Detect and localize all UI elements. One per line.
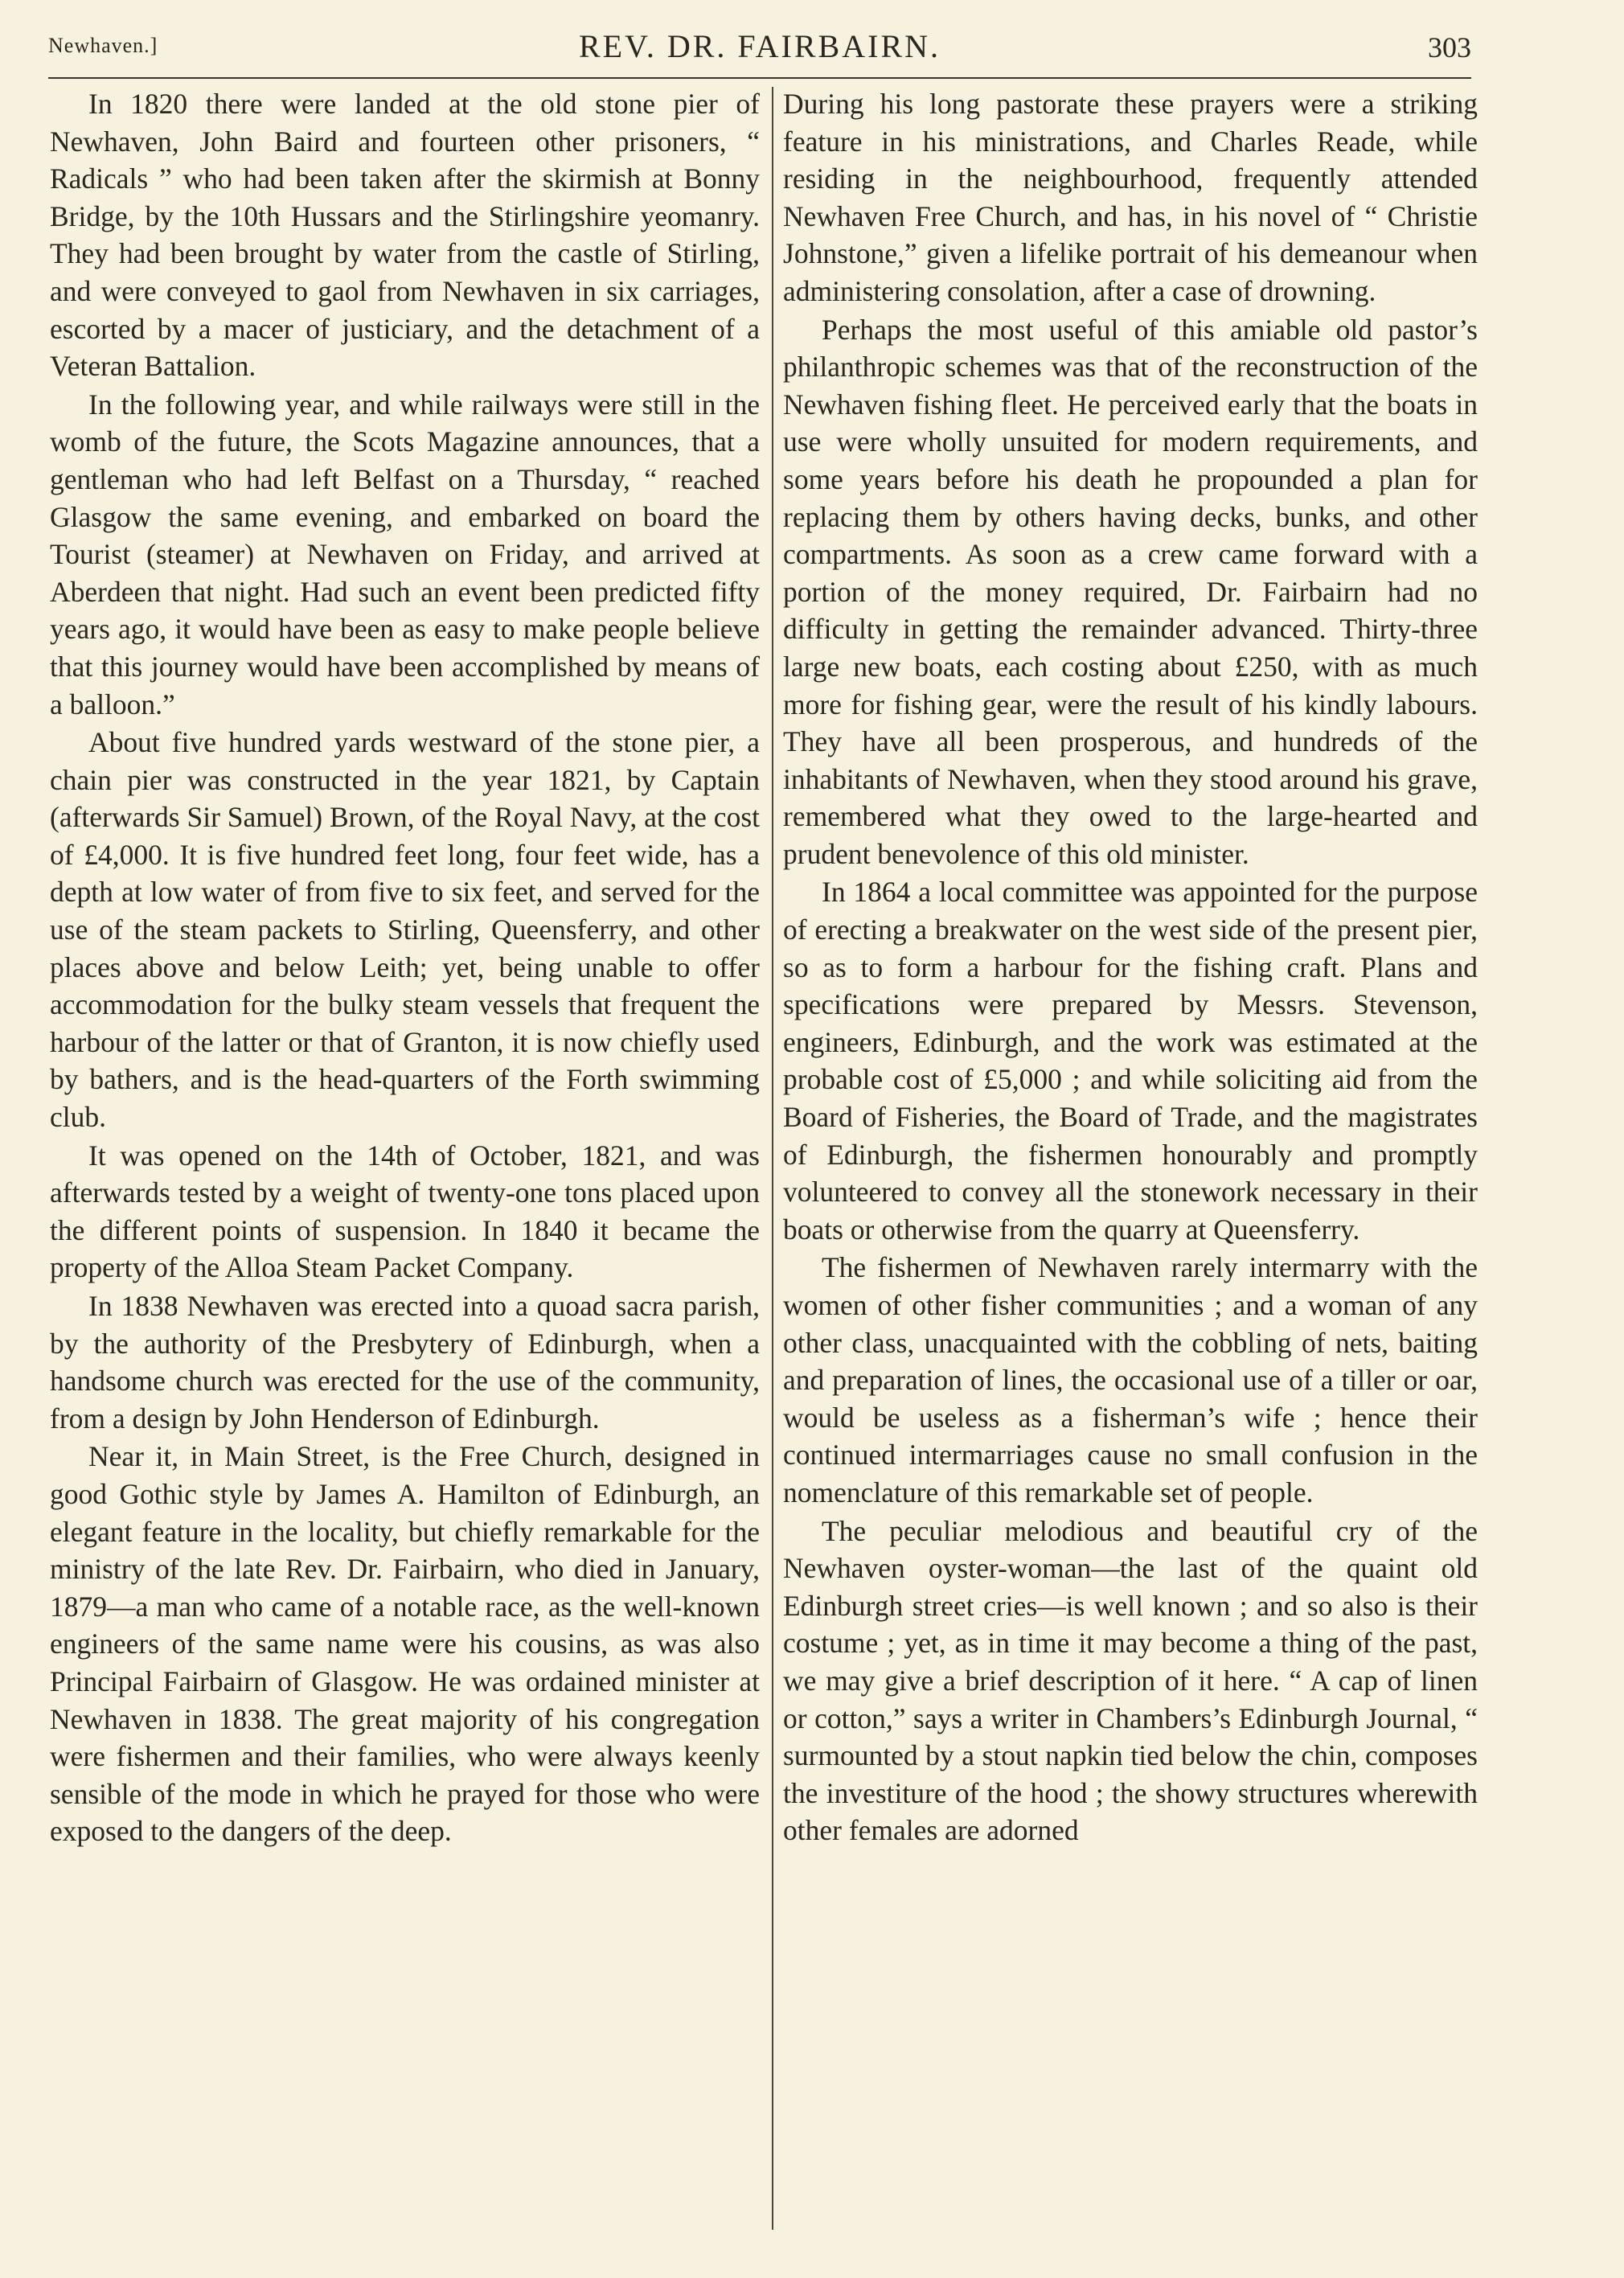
paragraph: The peculiar melodious and beautiful cry of the Newhaven oyster-woman—the last of the quaint old Edinburgh street cries—is well known ; and so also is their costume ; yet, as in time it may become a thing of the past, we may give a brief description of it here. “ A cap of linen or cotton,” says a writer in Chambers’s Edinburgh Journal, “ surmounted by a stout napkin tied below the chin, composes the investiture of the hood ; the showy structures wherewith other females are adorned	[783, 1514, 1478, 1847]
paragraph: In 1864 a local committee was appointed for the purpose of erecting a breakwater on the west side of the present pier, so as to form a harbour for the fishing craft. Plans and specifications were prepared by Messrs. Stevenson, engineers, Edinburgh, and the work was estimated at the probable cost of £5,000 ; and while soliciting aid from the Board of Fisheries, the Board of Trade, and the magistrates of Edinburgh, the fishermen honourably and promptly volunteered to convey all the stonework necessary in their boats or otherwise from the quarry at Queensferry.	[783, 876, 1478, 1246]
paragraph: Perhaps the most useful of this amiable old pastor’s philanthropic schemes was that of the reconstruction of the Newhaven fishing fleet. He perceived early that the boats in use were wholly unsuited for modern requirements, and some years before his death he propounded a plan for replacing them by others having decks, bunks, and other compartments. As soon as a crew came forward with a portion of the money required, Dr. Fairbairn had no difficulty in getting the remainder advanced. Thirty-three large new boats, each costing about £250, with as much more for fishing gear, were the result of his kindly labours. They have all been prosperous, and hundreds of the inhabitants of Newhaven, when they stood around his grave, remembered what they owed to the large-hearted and prudent benevolence of this old minister.	[783, 313, 1478, 870]
left-column	[50, 85, 760, 1851]
running-head-title: REV. DR. FAIRBAIRN.	[578, 28, 941, 64]
header-rule	[48, 77, 1471, 79]
paragraph: Near it, in Main Street, is the Free Church, designed in good Gothic style by James A. Hamilton of Edinburgh, an elegant feature in the locality, but chiefly remarkable for the ministry of the late Rev. Dr. Fairbairn, who died in January, 1879—a man who came of a notable race, as the well-known engineers of the same name were his cousins, as was also Principal Fairbairn of Glasgow. He was ordained minister at Newhaven in 1838. The great majority of his congregation were fishermen and their families, who were always keenly sensible of the mode in which he prayed for those who were exposed to the dangers of the deep.	[50, 1440, 760, 1848]
paragraph: It was opened on the 14th of October, 1821, and was afterwards tested by a weight of twenty-one tons placed upon the different points of suspension. In 1840 it became the property of the Alloa Steam Packet Company.	[50, 1139, 760, 1284]
page-number: 303	[1428, 31, 1471, 64]
paragraph: In 1838 Newhaven was erected into a quoad sacra parish, by the authority of the Presbytery of Edinburgh, when a handsome church was erected for the use of the community, from a design by John Henderson of Edinburgh.	[50, 1290, 760, 1435]
running-head-left: Newhaven.]	[48, 34, 158, 57]
column-divider	[772, 87, 773, 2230]
paragraph: The fishermen of Newhaven rarely intermarry with the women of other fisher communities ; and a woman of any other class, unacquainted with the cobbling of nets, baiting and preparation of lines, the occasional use of a tiller or oar, would be useless as a fisherman’s wife ; hence their continued intermarriages cause no small confusion in the nomenclature of this remarkable set of people.	[783, 1251, 1478, 1508]
paragraph: In the following year, and while railways were still in the womb of the future, the Scots Magazine announces, that a gentleman who had left Belfast on a Thursday, “ reached Glasgow the same evening, and embarked on board the Tourist (steamer) at Newhaven on Friday, and arrived at Aberdeen that night. Had such an event been predicted fifty years ago, it would have been as easy to make people believe that this journey would have been accomplished by means of a balloon.”	[50, 388, 760, 720]
right-column	[783, 85, 1478, 1850]
paragraph: In 1820 there were landed at the old stone pier of Newhaven, John Baird and fourteen other prisoners, “ Radicals ” who had been taken after the skirmish at Bonny Bridge, by the 10th Hussars and the Stirlingshire yeomanry. They had been brought by water from the castle of Stirling, and were conveyed to gaol from Newhaven in six carriages, escorted by a macer of justiciary, and the detachment of a Veteran Battalion.	[50, 88, 760, 383]
page-header	[48, 18, 1471, 66]
paragraph: About five hundred yards westward of the stone pier, a chain pier was constructed in the year 1821, by Captain (afterwards Sir Samuel) Brown, of the Royal Navy, at the cost of £4,000. It is five hundred feet long, four feet wide, has a depth at low water of from five to six feet, and served for the use of the steam packets to Stirling, Queensferry, and other places above and below Leith; yet, being unable to offer accommodation for the bulky steam vessels that frequent the harbour of the latter or that of Granton, it is now chiefly used by bathers, and is the head-quarters of the Forth swimming club.	[50, 726, 760, 1134]
paragraph: During his long pastorate these prayers were a striking feature in his ministrations, and Charles Reade, while residing in the neighbourhood, frequently attended Newhaven Free Church, and has, in his novel of “ Christie Johnstone,” given a lifelike portrait of his demeanour when administering consolation, after a case of drowning.	[783, 88, 1478, 307]
